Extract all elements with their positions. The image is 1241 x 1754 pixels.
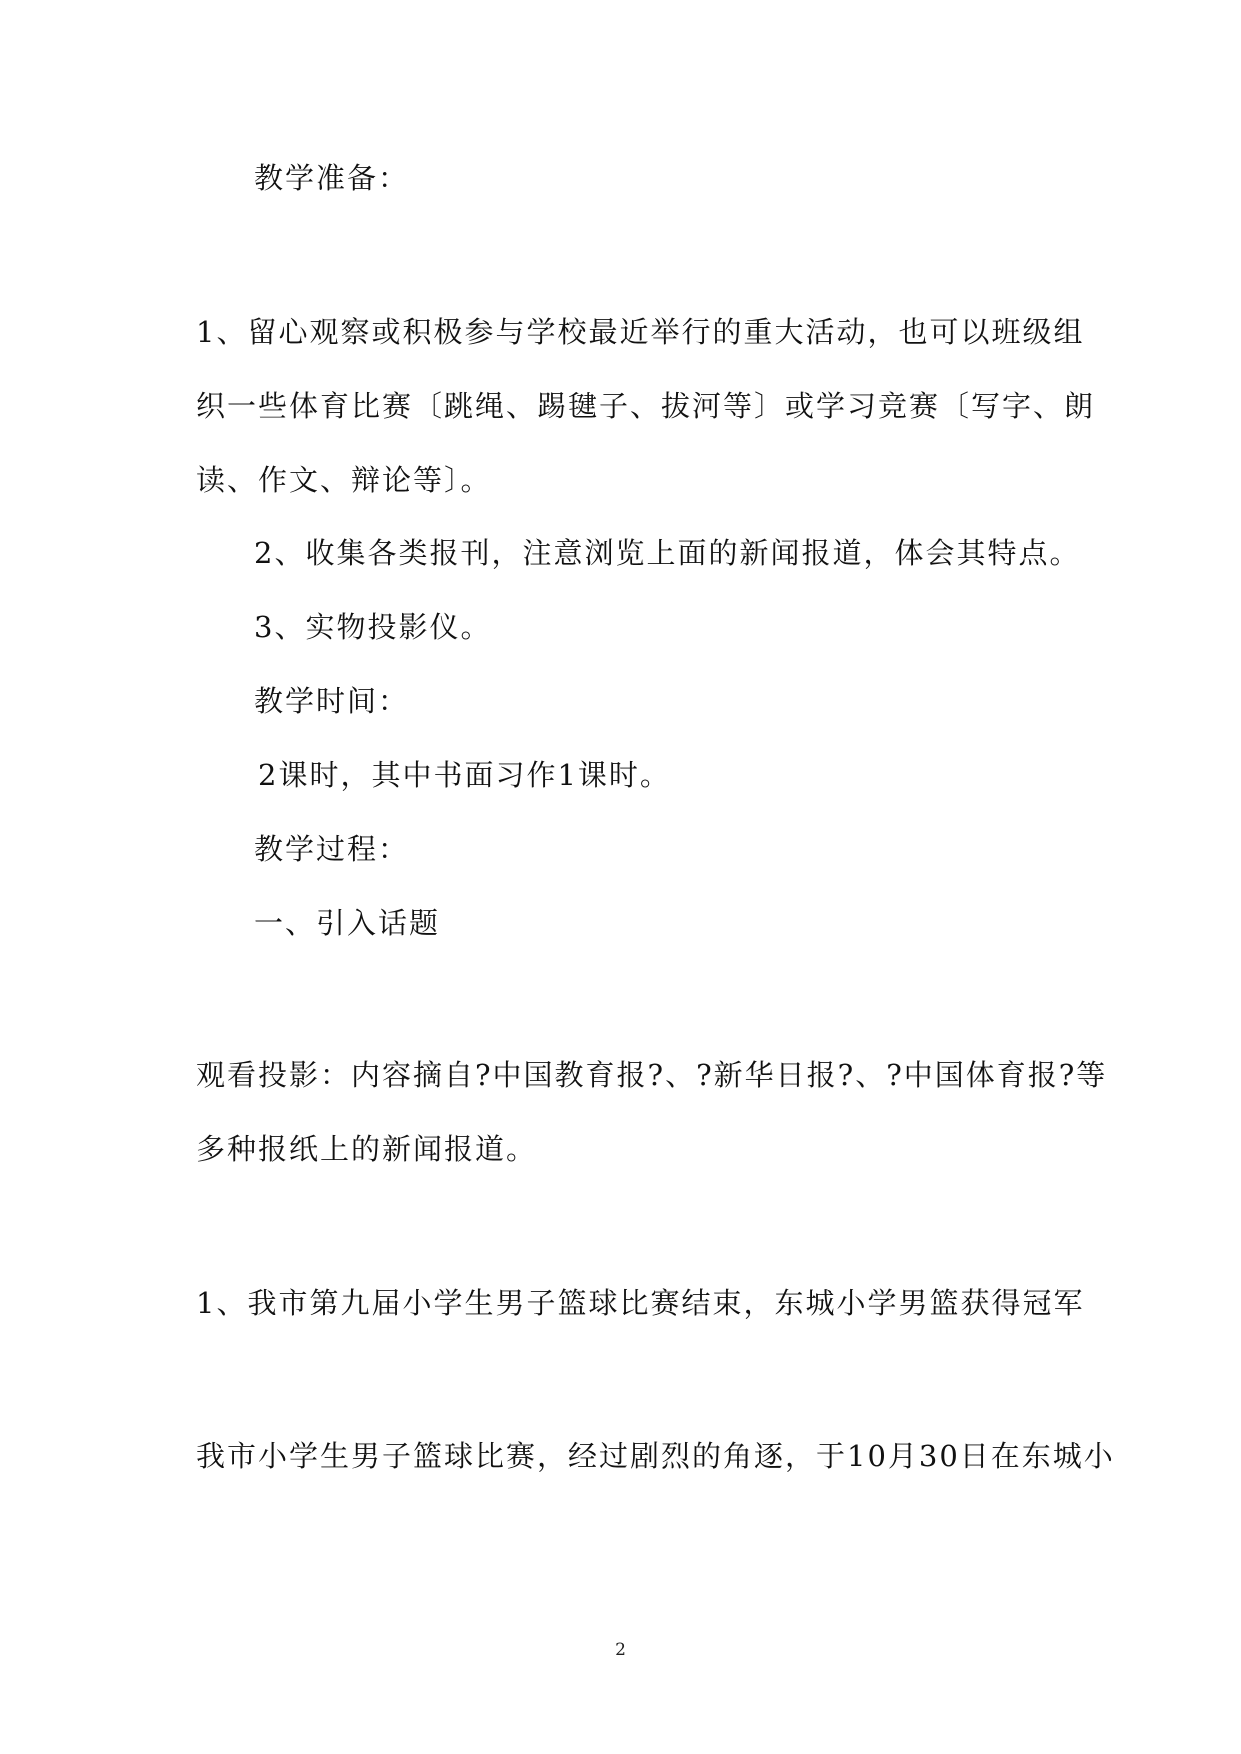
paragraph-line: 读、作文、辩论等〕。 [196, 463, 492, 497]
paragraph-line: 3、实物投影仪。 [254, 610, 492, 644]
heading-teaching-process: 教学过程： [254, 832, 410, 866]
paragraph-line: 1、留心观察或积极参与学校最近举行的重大活动，也可以班级组 [196, 315, 1085, 349]
paragraph-line: 我市小学生男子篮球比赛，经过剧烈的角逐，于10月30日在东城小 [196, 1439, 1115, 1473]
paragraph-line: 2、收集各类报刊，注意浏览上面的新闻报道，体会其特点。 [254, 536, 1081, 570]
heading-teaching-preparation: 教学准备： [254, 161, 410, 195]
paragraph-line: 织一些体育比赛〔跳绳、踢毽子、拔河等〕或学习竞赛〔写字、朗 [196, 389, 1096, 423]
heading-teaching-time: 教学时间： [254, 684, 410, 718]
paragraph-line: 2课时，其中书面习作1课时。 [258, 758, 671, 792]
paragraph-line: 观看投影：内容摘自?中国教育报?、?新华日报?、?中国体育报?等 [196, 1058, 1108, 1092]
page-number: 2 [615, 1640, 626, 1660]
paragraph-line: 多种报纸上的新闻报道。 [196, 1132, 538, 1166]
section-title: 一、引入话题 [254, 906, 441, 940]
news-headline: 1、我市第九届小学生男子篮球比赛结束，东城小学男篮获得冠军 [196, 1286, 1085, 1320]
